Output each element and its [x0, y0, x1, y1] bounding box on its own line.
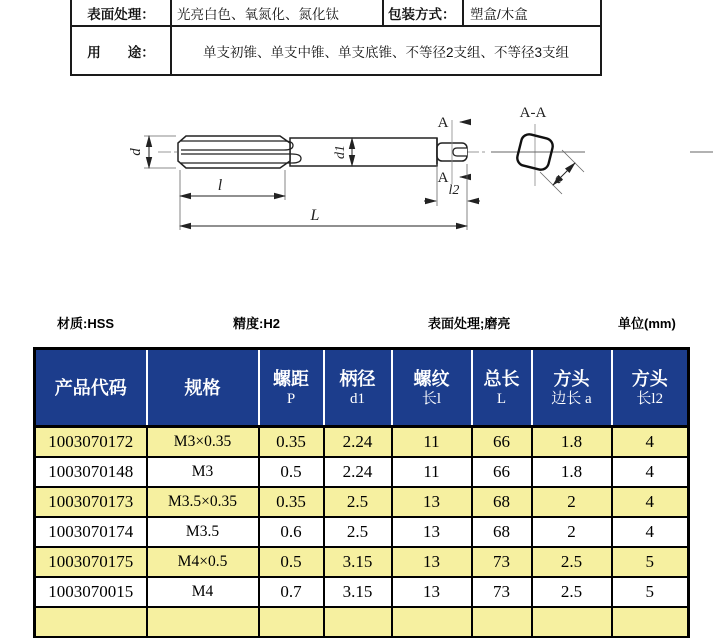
table-cell — [472, 607, 532, 637]
table-cell: 0.7 — [259, 577, 324, 607]
table-row — [35, 577, 689, 607]
section-label-bottom: A — [437, 170, 449, 186]
table-cell: 73 — [472, 577, 532, 607]
table-cell: 66 — [472, 427, 532, 458]
table-cell — [324, 607, 392, 637]
col-header-total-length: 总长 L — [472, 349, 532, 427]
table-row — [35, 427, 689, 458]
table-cell: M3×0.35 — [147, 427, 259, 458]
table-cell: 73 — [472, 547, 532, 577]
product-table-body — [35, 427, 689, 638]
table-cell: 0.5 — [259, 457, 324, 487]
section-label-top: A — [437, 115, 449, 131]
precision-info: 精度:H2 — [233, 316, 280, 331]
col-header-square-length: 方头 长l2 — [612, 349, 689, 427]
tap-technical-drawing — [0, 90, 713, 250]
material-info: 材质:HSS — [57, 316, 115, 331]
table-row — [35, 607, 689, 637]
table-cell: 0.35 — [259, 487, 324, 517]
dim-l2-label: l2 — [448, 183, 460, 198]
table-cell: 4 — [612, 457, 689, 487]
packaging-value: 塑盒/木盒 — [470, 6, 528, 22]
table-cell — [612, 607, 689, 637]
table-cell: 4 — [612, 517, 689, 547]
table-cell: M4 — [147, 577, 259, 607]
table-cell: 4 — [612, 427, 689, 458]
dim-d-label: d — [128, 148, 144, 156]
table-cell: 4 — [612, 487, 689, 517]
dim-a-label: a — [550, 171, 567, 188]
table-cell: 13 — [392, 487, 472, 517]
table-cell: 2.24 — [324, 427, 392, 458]
table-row — [35, 487, 689, 517]
table-cell: 13 — [392, 547, 472, 577]
table-row — [35, 517, 689, 547]
table-cell: 2 — [532, 517, 612, 547]
dim-L-label: L — [310, 207, 320, 224]
col-header-shank-dia: 柄径 d1 — [324, 349, 392, 427]
table-cell: M4×0.5 — [147, 547, 259, 577]
table-cell: 11 — [392, 427, 472, 458]
table-cell: 1.8 — [532, 457, 612, 487]
table-cell: M3 — [147, 457, 259, 487]
table-cell: 1003070015 — [35, 577, 147, 607]
product-table — [33, 347, 690, 638]
table-cell: 11 — [392, 457, 472, 487]
table-cell: 2.5 — [532, 577, 612, 607]
table-cell: 1003070172 — [35, 427, 147, 458]
table-cell: 0.6 — [259, 517, 324, 547]
table-cell: 5 — [612, 547, 689, 577]
table-cell: 1.8 — [532, 427, 612, 458]
dim-a-ext — [540, 150, 584, 194]
usage-value: 单支初锥、单支中锥、单支底锥、不等径2支组、不等径3支组 — [202, 44, 569, 60]
table-cell: M3.5 — [147, 517, 259, 547]
col-header-thread-length: 螺纹 长l — [392, 349, 472, 427]
table-cell: 3.15 — [324, 547, 392, 577]
product-table-header — [35, 349, 689, 427]
table-cell — [532, 607, 612, 637]
table-row — [35, 547, 689, 577]
tap-shank — [290, 138, 437, 166]
table-cell — [392, 607, 472, 637]
table-cell: 2.5 — [324, 487, 392, 517]
usage-label: 用 途： — [72, 27, 172, 74]
table-cell: 2 — [532, 487, 612, 517]
table-cell: 3.15 — [324, 577, 392, 607]
table-cell: 0.35 — [259, 427, 324, 458]
tap-center-hole — [453, 148, 467, 156]
dim-d1-label: d1 — [333, 145, 348, 159]
dim-l-label: l — [217, 177, 223, 194]
unit-info: 单位(mm) — [618, 316, 676, 331]
table-cell: 1003070173 — [35, 487, 147, 517]
col-header-pitch: 螺距 P — [259, 349, 324, 427]
info-bar — [0, 313, 713, 333]
table-row — [35, 457, 689, 487]
col-header-square-side: 方头 边长 a — [532, 349, 612, 427]
col-header-spec: 规格 — [147, 349, 259, 427]
table-cell: 66 — [472, 457, 532, 487]
spec-row-usage — [72, 27, 600, 74]
table-cell — [259, 607, 324, 637]
packaging-label: 包装方式： — [384, 0, 464, 25]
spec-table — [70, 0, 602, 76]
table-cell: 2.5 — [532, 547, 612, 577]
surface-info: 表面处理;磨亮 — [428, 316, 511, 331]
surface-treatment-label: 表面处理： — [72, 0, 172, 25]
table-cell: 13 — [392, 517, 472, 547]
table-cell: 13 — [392, 577, 472, 607]
surface-treatment-value: 光亮白色、氧氮化、氮化钛 — [172, 0, 384, 25]
table-cell: 2.24 — [324, 457, 392, 487]
table-cell: 1003070175 — [35, 547, 147, 577]
col-header-product-code: 产品代码 — [35, 349, 147, 427]
table-cell: 2.5 — [324, 517, 392, 547]
table-cell: 0.5 — [259, 547, 324, 577]
table-cell: 1003070148 — [35, 457, 147, 487]
table-cell: 1003070174 — [35, 517, 147, 547]
table-cell — [35, 607, 147, 637]
table-cell: 68 — [472, 517, 532, 547]
table-cell: 5 — [612, 577, 689, 607]
table-cell — [147, 607, 259, 637]
table-cell: M3.5×0.35 — [147, 487, 259, 517]
spec-row-surface — [72, 0, 600, 27]
section-view-title: A-A — [519, 105, 547, 121]
table-cell: 68 — [472, 487, 532, 517]
